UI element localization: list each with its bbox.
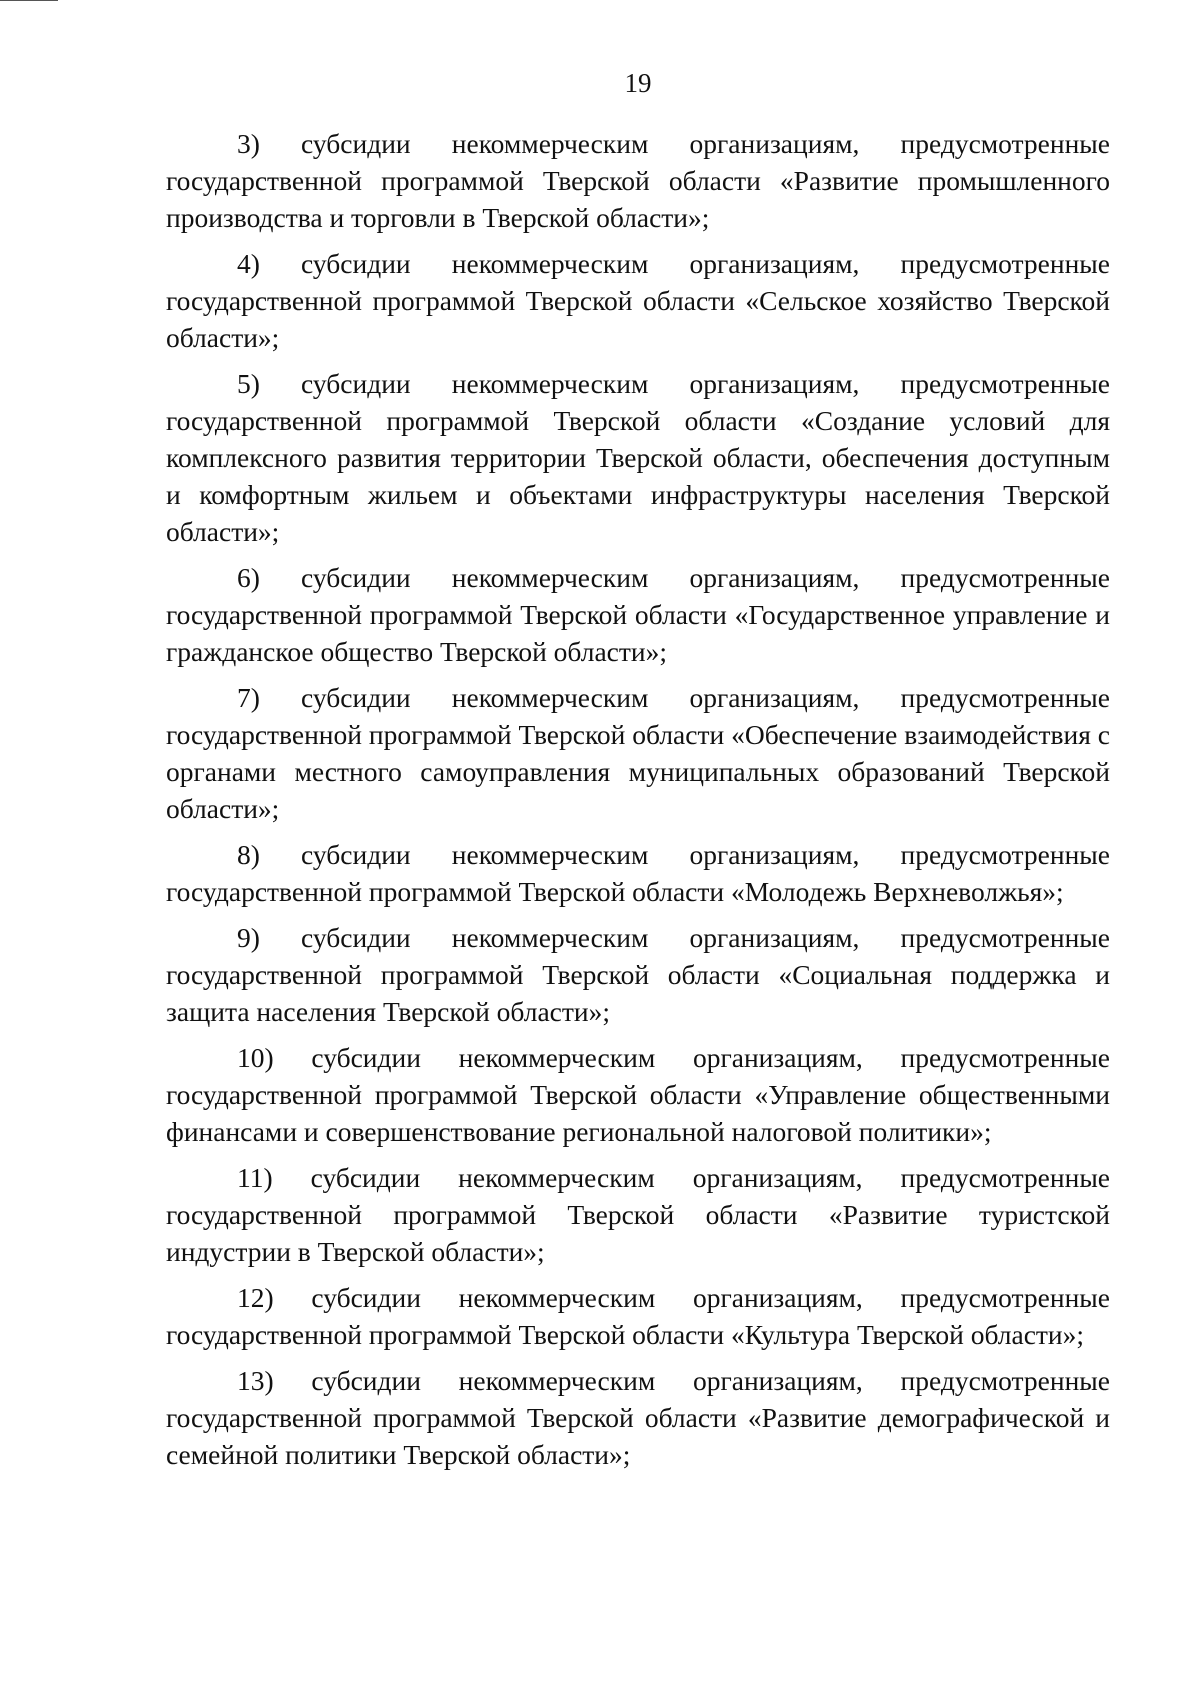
list-item-11: 11) субсидии некоммерческим организациям, предусмотренные государственной программой Тверской области «Развитие туристской индустрии в Тверской области»;: [166, 1162, 1110, 1267]
list-item-6: 6) субсидии некоммерческим организациям, предусмотренные государственной программой Тверской области «Государственное управление и гражданское общество Тверской области»;: [166, 562, 1110, 667]
list-item-9: 9) субсидии некоммерческим организациям, предусмотренные государственной программой Тверской области «Социальная поддержка и защита населения Тверской области»;: [166, 922, 1110, 1027]
list-item-3: 3) субсидии некоммерческим организациям, предусмотренные государственной программой Тверской области «Развитие промышленного производства и торговли в Тверской области»;: [166, 128, 1110, 233]
list-item-7: 7) субсидии некоммерческим организациям, предусмотренные государственной программой Тверской области «Обеспечение взаимодействия с органами местного самоуправления муниципальных образований Тверской области»;: [166, 682, 1110, 824]
list-item-13: 13) субсидии некоммерческим организациям, предусмотренные государственной программой Тверской области «Развитие демографической и семейной политики Тверской области»;: [166, 1365, 1110, 1470]
page-number: 19: [624, 68, 652, 98]
scan-edge-mark: [0, 0, 58, 1]
list-item-8: 8) субсидии некоммерческим организациям, предусмотренные государственной программой Тверской области «Молодежь Верхневолжья»;: [166, 839, 1110, 907]
list-item-5: 5) субсидии некоммерческим организациям, предусмотренные государственной программой Тверской области «Создание условий для комплексного развития территории Тверской области, обеспечения доступным и комфортным жильем и объектами инфраструктуры населения Тверской области»;: [166, 368, 1110, 547]
list-item-4: 4) субсидии некоммерческим организациям, предусмотренные государственной программой Тверской области «Сельское хозяйство Тверской области»;: [166, 248, 1110, 353]
list-item-12: 12) субсидии некоммерческим организациям, предусмотренные государственной программой Тверской области «Культура Тверской области»;: [166, 1282, 1110, 1350]
document-body: [166, 125, 1110, 1482]
list-item-10: 10) субсидии некоммерческим организациям, предусмотренные государственной программой Тверской области «Управление общественными финансами и совершенствование региональной налоговой политики»;: [166, 1042, 1110, 1147]
